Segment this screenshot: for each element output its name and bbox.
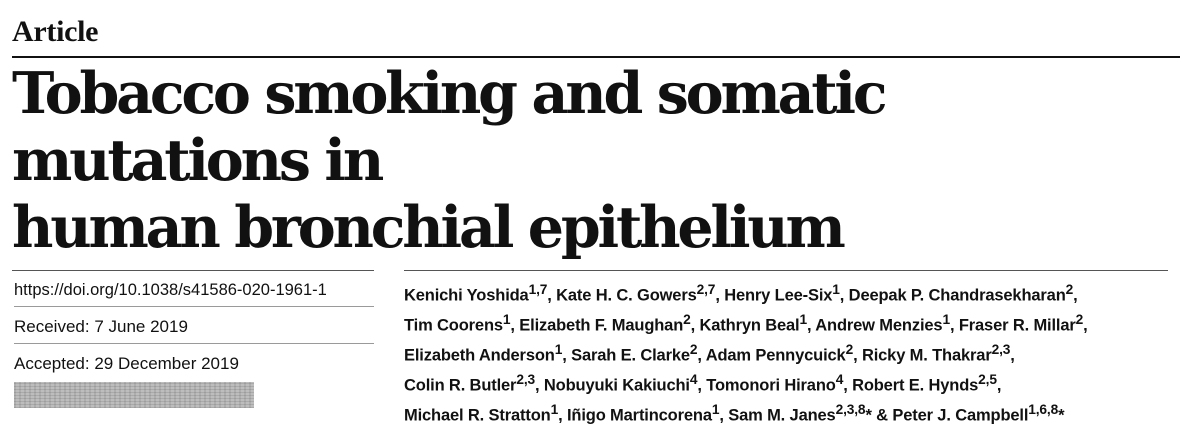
author-separator: , [562,346,572,365]
author-name[interactable]: Henry Lee-Six [724,286,833,305]
affiliation-marker: 4 [689,371,698,387]
author-separator: , [1083,316,1088,335]
author-name[interactable]: Ricky M. Thakrar [861,346,992,365]
affiliation-marker: 2 [1075,311,1084,327]
article-title [12,60,1182,261]
author-separator: , [843,376,853,395]
author-name[interactable]: Elizabeth F. Maughan [519,316,684,335]
author-name[interactable]: Colin R. Butler [404,376,517,395]
author-separator: , [949,316,959,335]
author-separator: , [853,346,862,365]
author-name[interactable]: Elizabeth Anderson [404,346,555,365]
doi-link[interactable]: https://doi.org/10.1038/s41586-020-1961-1 [14,270,374,307]
author-separator: , [697,376,707,395]
author-name[interactable]: Michael R. Stratton [404,406,551,425]
author-separator: , [547,286,557,305]
affiliation-marker: 1 [554,341,563,357]
affiliation-marker: 1 [502,311,511,327]
author-line [404,368,1194,398]
affiliation-marker: 1 [550,401,559,417]
affiliation-marker: 1 [942,311,950,327]
affiliation-marker: 2,3 [991,341,1011,357]
author-separator: , [719,406,729,425]
title-line: Tobacco smoking and somatic mutations in [12,60,885,194]
affiliation-marker: 1,6,8 [1028,401,1059,417]
author-name[interactable]: Peter J. Campbell [892,406,1029,425]
affiliation-marker: 2,7 [696,282,716,297]
author-separator: , [996,376,1002,395]
author-name[interactable]: Andrew Menzies [815,316,943,335]
affiliation-marker: 2,3,8 [835,401,866,417]
author-separator: , [715,286,725,305]
author-separator: , [807,316,816,335]
author-separator: , [535,376,544,395]
author-separator: , [558,406,567,425]
author-name[interactable]: Sam M. Janes [728,406,836,425]
author-name[interactable]: Kate H. C. Gowers [556,286,697,305]
author-line [404,278,1194,308]
affiliation-marker: 1 [711,401,720,417]
top-rule [12,56,1180,58]
author-name[interactable]: Sarah E. Clarke [571,346,690,365]
affiliation-marker: 1 [832,282,840,297]
author-name[interactable]: Tomonori Hirano [706,376,836,395]
affiliation-marker: 2 [845,341,854,357]
author-separator: * & [865,406,893,425]
affiliation-marker: 2,3 [516,371,536,387]
author-separator: , [510,316,520,335]
received-date: Received: 7 June 2019 [14,307,374,344]
accepted-date: Accepted: 29 December 2019 [14,354,239,373]
author-separator: * [1058,406,1065,425]
author-separator: , [690,316,700,335]
author-separator: , [1010,346,1015,365]
title-line: human bronchial epithelium [12,194,843,261]
author-name[interactable]: Adam Pennycuick [705,346,846,365]
author-line [404,308,1194,338]
author-name[interactable]: Deepak P. Chandrasekharan [848,286,1066,305]
author-name[interactable]: Robert E. Hynds [852,376,979,395]
author-name[interactable]: Kenichi Yoshida [404,286,529,305]
author-separator: , [1073,286,1078,305]
article-metadata [14,270,374,380]
author-line [404,398,1194,428]
affiliation-marker: 1,7 [528,282,548,297]
affiliation-marker: 4 [835,371,844,387]
redacted-block [14,382,254,408]
affiliation-marker: 2 [683,311,691,327]
author-name[interactable]: Fraser R. Millar [958,316,1076,335]
author-name[interactable]: Kathryn Beal [699,316,800,335]
affiliation-marker: 2 [1065,282,1074,297]
affiliation-marker: 1 [799,311,807,327]
author-separator: , [697,346,706,365]
affiliation-marker: 2 [689,341,698,357]
affiliation-marker: 2,5 [978,371,997,387]
author-name[interactable]: Tim Coorens [404,316,503,335]
author-name[interactable]: Nobuyuki Kakiuchi [543,376,690,395]
author-list [404,278,1194,428]
author-separator: , [839,286,849,305]
author-line [404,338,1194,368]
section-label: Article [12,15,99,48]
author-name[interactable]: Iñigo Martincorena [566,406,712,425]
authors-divider [404,270,1168,271]
